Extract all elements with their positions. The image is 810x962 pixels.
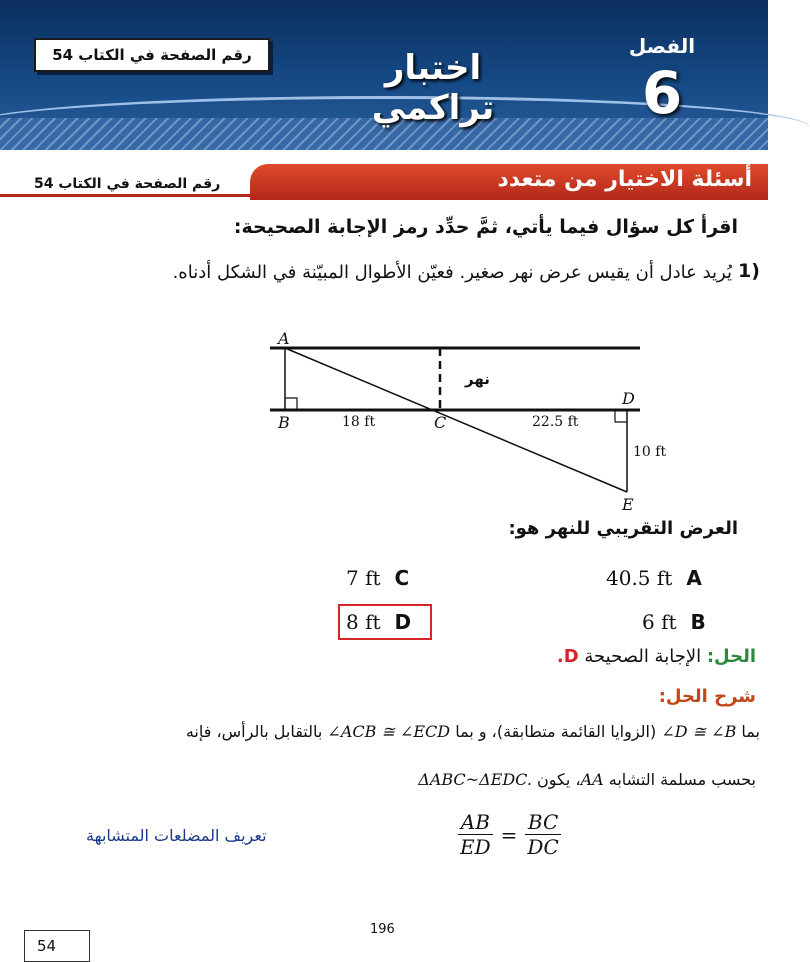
label-e: E <box>622 495 634 514</box>
choice-a[interactable]: 40.5 ft A <box>606 566 702 590</box>
length-de: 10 ft <box>633 444 667 460</box>
page-number: 196 <box>370 922 395 937</box>
question-text: يُريد عادل أن يقيس عرض نهر صغير. فعيّن الأطوال المبيّنة في الشكل أدناه. <box>172 262 732 283</box>
length-bc: 18 ft <box>342 414 376 430</box>
solution <box>557 646 756 667</box>
explanation-title: شرح الحل: <box>658 686 756 707</box>
label-c: C <box>434 413 447 432</box>
equation-reason: تعريف المضلعات المتشابهة <box>86 826 267 845</box>
solution-label: الحل: <box>706 646 756 667</box>
chapter-header <box>0 0 768 150</box>
choice-d[interactable]: 8 ft D <box>346 610 412 634</box>
header-page-ref: رقم الصفحة في الكتاب 54 <box>34 38 270 72</box>
question-number: 1) <box>738 260 760 282</box>
choice-c[interactable]: 7 ft C <box>346 566 410 590</box>
corner-page-box: 54 <box>24 930 90 962</box>
instruction: اقرأ كل سؤال فيما يأتي، ثمَّ حدِّد رمز الإجابة الصحيحة: <box>233 216 738 238</box>
solution-answer: D. <box>556 646 579 667</box>
explanation-line-1: بما ∠D ≅ ∠B (الزوايا القائمة متطابقة)، و بما ∠ACB ≅ ∠ECD بالتقابل بالرأس، فإنه <box>185 722 760 741</box>
label-d: D <box>622 389 635 408</box>
length-cd: 22.5 ft <box>532 414 579 430</box>
river-diagram <box>240 326 667 514</box>
choice-b[interactable]: 6 ft B <box>642 610 706 634</box>
solution-text: الإجابة الصحيحة <box>584 646 702 667</box>
river-label: نهر <box>465 370 490 388</box>
chapter-title: اختبار تراكمي <box>371 48 495 128</box>
chapter-number: 6 <box>641 59 683 127</box>
chapter-label: الفصل <box>628 34 696 58</box>
explanation-line-2: بحسب مسلمة التشابه AA، يكون ΔABC~ΔEDC. <box>418 770 756 789</box>
section-page-ref: رقم الصفحة في الكتاب 54 <box>34 176 221 192</box>
label-b: B <box>278 413 290 432</box>
label-a: A <box>278 329 290 348</box>
section-title: أسئلة الاختيار من متعدد <box>497 167 752 192</box>
question-prompt: العرض التقريبي للنهر هو: <box>508 518 738 539</box>
proportion-equation: $\frac{AB}{ED}$ = $\frac{BC}{DC}$ <box>460 810 559 859</box>
